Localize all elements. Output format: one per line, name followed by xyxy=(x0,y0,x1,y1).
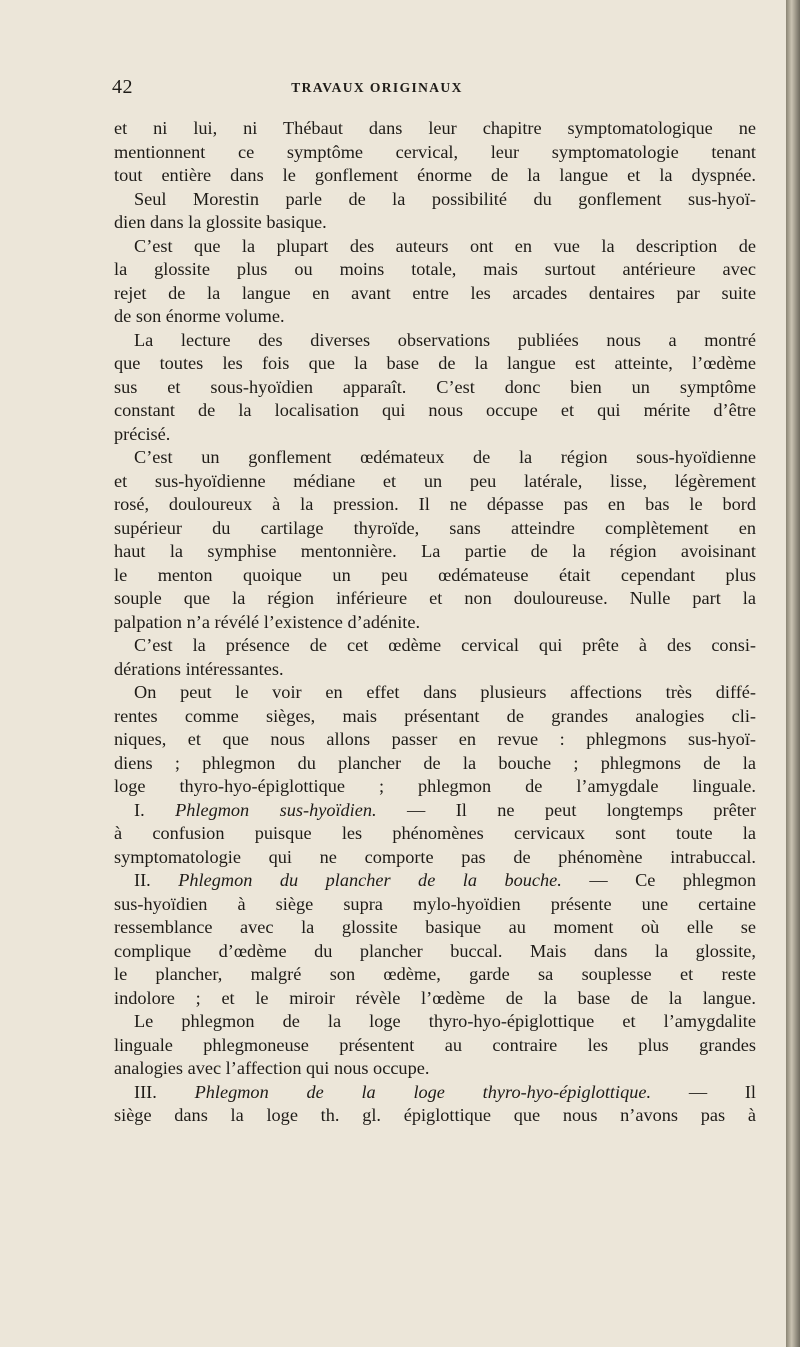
text-line xyxy=(114,1081,756,1105)
text-line: C’est un gonflement œdémateux de la région sous-hyoïdienne xyxy=(134,447,756,467)
text-line xyxy=(114,869,756,893)
text-line: symptomatologie qui ne comporte pas de phénomène intrabuccal. xyxy=(114,846,756,867)
section-number: III. xyxy=(134,1081,195,1102)
text-line: tout entière dans le gonflement énorme de la langue et la dyspnée. xyxy=(114,165,756,185)
text-line: La lecture des diverses observations publiées nous a montré xyxy=(134,329,756,350)
text-line: précisé. xyxy=(114,423,171,444)
text-line: la glossite plus ou moins totale, mais surtout antérieure avec xyxy=(114,259,756,279)
section-text: — Il xyxy=(651,1081,757,1102)
section-heading: Phlegmon de la loge thyro-hyo-épiglottique. xyxy=(194,1081,652,1102)
section-heading: Phlegmon sus-hyoïdien. xyxy=(175,799,377,820)
text-line: ressemblance avec la glossite basique au moment où elle se xyxy=(114,917,756,937)
text-line: sus-hyoïdien à siège supra mylo-hyoïdien présente une certaine xyxy=(114,893,756,914)
text-line: palpation n’a révélé l’existence d’adénite. xyxy=(114,611,421,632)
section-text: — Ce phlegmon xyxy=(561,870,756,890)
text-line: mentionnent ce symptôme cervical, leur symptomatologie tenant xyxy=(114,141,756,162)
running-head xyxy=(112,76,752,100)
text-line: le plancher, malgré son œdème, garde sa souplesse et reste xyxy=(114,964,756,984)
section-number: II. xyxy=(134,870,179,890)
text-line: Seul Morestin parle de la possibilité du gonflement sus-hyoï- xyxy=(134,188,756,209)
running-title: TRAVAUX ORIGINAUX xyxy=(291,80,463,95)
text-line: à confusion puisque les phénomènes cervicaux sont toute la xyxy=(114,823,756,843)
text-line: niques, et que nous allons passer en revue : phlegmons sus-hyoï- xyxy=(114,729,756,749)
text-line: siège dans la loge th. gl. épiglottique que nous n’avons pas à xyxy=(114,1105,756,1125)
text-line: linguale phlegmoneuse présentent au contraire les plus grandes xyxy=(114,1034,756,1055)
text-line: de son énorme volume. xyxy=(114,306,285,326)
text-line: C’est que la plupart des auteurs ont en vue la description de xyxy=(134,235,756,256)
text-line: loge thyro-hyo-épiglottique ; phlegmon de l’amygdale linguale. xyxy=(114,776,756,796)
text-line: et sus-hyoïdienne médiane et un peu latérale, lisse, légèrement xyxy=(114,470,756,491)
text-line: constant de la localisation qui nous occupe et qui mérite d’être xyxy=(114,400,756,420)
text-line: dérations intéressantes. xyxy=(114,658,284,679)
section-number: I. xyxy=(134,799,176,820)
text-line: Le phlegmon de la loge thyro-hyo-épiglottique et l’amygdalite xyxy=(134,1011,756,1031)
text-line: indolore ; et le miroir révèle l’œdème de la base de la langue. xyxy=(114,987,756,1008)
text-line: rentes comme sièges, mais présentant de grandes analogies cli- xyxy=(114,705,756,726)
body-text xyxy=(114,117,756,1128)
text-line: haut la symphise mentonnière. La partie de la région avoisinant xyxy=(114,541,756,561)
text-line xyxy=(114,799,756,823)
text-line: analogies avec l’affection qui nous occupe. xyxy=(114,1058,430,1078)
text-line: et ni lui, ni Thébaut dans leur chapitre symptomatologique ne xyxy=(114,118,756,138)
section-text: — Il ne peut longtemps prêter xyxy=(376,799,757,820)
text-line: On peut le voir en effet dans plusieurs affections très diffé- xyxy=(134,682,756,702)
text-line: sus et sous-hyoïdien apparaît. C’est donc bien un symptôme xyxy=(114,376,756,397)
text-line: C’est la présence de cet œdème cervical qui prête à des consi- xyxy=(134,635,756,655)
text-line: le menton quoique un peu œdémateuse était cependant plus xyxy=(114,564,756,585)
text-line: complique d’œdème du plancher buccal. Mais dans la glossite, xyxy=(114,940,756,961)
text-line: dien dans la glossite basique. xyxy=(114,212,327,232)
text-line: supérieur du cartilage thyroïde, sans atteindre complètement en xyxy=(114,517,756,538)
text-line: que toutes les fois que la base de la langue est atteinte, l’œdème xyxy=(114,353,756,373)
section-heading: Phlegmon du plancher de la bouche. xyxy=(178,870,562,890)
text-line: souple que la région inférieure et non douloureuse. Nulle part la xyxy=(114,588,756,608)
text-line: rejet de la langue en avant entre les arcades dentaires par suite xyxy=(114,282,756,303)
text-line: rosé, douloureux à la pression. Il ne dépasse pas en bas le bord xyxy=(114,494,756,514)
page-number: 42 xyxy=(112,76,133,98)
page-edge xyxy=(786,0,800,1347)
text-line: diens ; phlegmon du plancher de la bouche ; phlegmons de la xyxy=(114,752,756,773)
